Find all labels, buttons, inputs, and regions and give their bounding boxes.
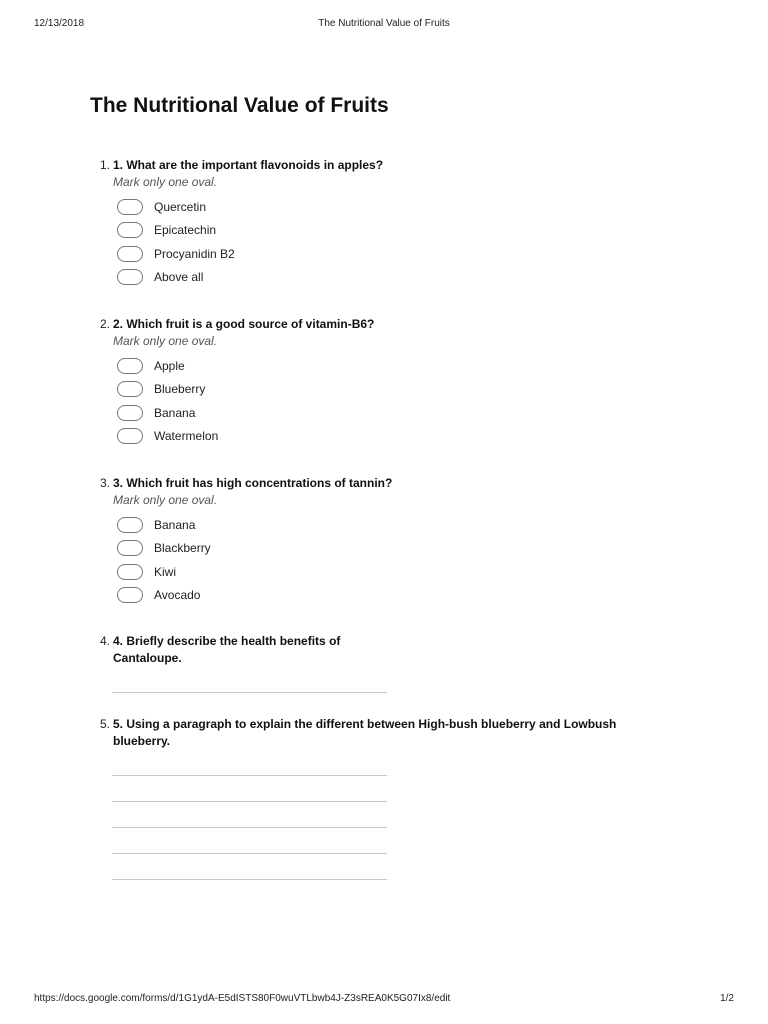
radio-option[interactable] bbox=[117, 537, 660, 561]
radio-oval[interactable] bbox=[117, 428, 143, 444]
radio-option[interactable] bbox=[117, 401, 660, 425]
question-text: 1. What are the important flavonoids in apples? bbox=[113, 158, 384, 172]
radio-option[interactable] bbox=[117, 513, 660, 537]
question-text: 2. Which fruit is a good source of vitamin-B6? bbox=[113, 317, 375, 331]
option-list bbox=[117, 195, 660, 289]
answer-line[interactable] bbox=[112, 879, 387, 880]
question-number: 4. bbox=[100, 634, 111, 648]
print-header-title: The Nutritional Value of Fruits bbox=[318, 18, 450, 29]
radio-oval[interactable] bbox=[117, 517, 143, 533]
radio-oval[interactable] bbox=[117, 358, 143, 374]
option-list bbox=[117, 354, 660, 448]
answer-line[interactable] bbox=[112, 775, 387, 776]
page-number: 1/2 bbox=[720, 993, 734, 1004]
radio-option[interactable] bbox=[117, 354, 660, 378]
option-label: Banana bbox=[154, 517, 196, 532]
option-label: Kiwi bbox=[154, 564, 177, 579]
question-text: 3. Which fruit has high concentrations of tannin? bbox=[113, 476, 393, 490]
radio-option[interactable] bbox=[117, 425, 660, 449]
option-label: Watermelon bbox=[154, 429, 219, 444]
option-label: Epicatechin bbox=[154, 223, 217, 238]
radio-option[interactable] bbox=[117, 219, 660, 243]
question-number: 3. bbox=[100, 476, 111, 490]
radio-option[interactable] bbox=[117, 266, 660, 290]
print-date: 12/13/2018 bbox=[34, 18, 85, 29]
radio-oval[interactable] bbox=[117, 269, 143, 285]
print-footer-url: https://docs.google.com/forms/d/1G1ydA-E5dISTS80F0wuVTLbwb4J-Z3sREA0K5G07Ix8/edit bbox=[34, 993, 451, 1004]
radio-oval[interactable] bbox=[117, 199, 143, 215]
option-label: Apple bbox=[154, 358, 185, 373]
radio-option[interactable] bbox=[117, 584, 660, 608]
radio-option[interactable] bbox=[117, 378, 660, 402]
option-label: Blueberry bbox=[154, 382, 206, 397]
question-3 bbox=[100, 475, 660, 607]
question-text-line-2: blueberry. bbox=[113, 734, 171, 748]
option-list bbox=[117, 513, 660, 607]
question-number: 1. bbox=[100, 158, 111, 172]
question-number: 2. bbox=[100, 317, 111, 331]
question-text-line-1: 4. Briefly describe the health benefits of bbox=[113, 634, 341, 648]
radio-option[interactable] bbox=[117, 242, 660, 266]
radio-option[interactable] bbox=[117, 560, 660, 584]
question-hint: Mark only one oval. bbox=[113, 175, 218, 189]
question-1 bbox=[100, 157, 660, 289]
option-label: Procyanidin B2 bbox=[154, 246, 235, 261]
radio-oval[interactable] bbox=[117, 381, 143, 397]
option-label: Blackberry bbox=[154, 541, 211, 556]
question-4 bbox=[100, 633, 660, 693]
answer-area[interactable] bbox=[112, 775, 660, 880]
answer-line[interactable] bbox=[112, 692, 387, 693]
question-text bbox=[113, 633, 340, 667]
radio-oval[interactable] bbox=[117, 222, 143, 238]
question-hint: Mark only one oval. bbox=[113, 493, 218, 507]
option-label: Quercetin bbox=[154, 199, 207, 214]
question-2 bbox=[100, 316, 660, 448]
answer-line[interactable] bbox=[112, 827, 387, 828]
radio-oval[interactable] bbox=[117, 246, 143, 262]
question-hint: Mark only one oval. bbox=[113, 334, 218, 348]
question-5 bbox=[100, 716, 660, 880]
option-label: Avocado bbox=[154, 588, 201, 603]
radio-oval[interactable] bbox=[117, 587, 143, 603]
question-number: 5. bbox=[100, 717, 111, 731]
form-title: The Nutritional Value of Fruits bbox=[90, 94, 389, 117]
question-text-line-2: Cantaloupe. bbox=[113, 651, 182, 665]
answer-area[interactable] bbox=[112, 692, 660, 693]
radio-oval[interactable] bbox=[117, 564, 143, 580]
radio-option[interactable] bbox=[117, 195, 660, 219]
answer-line[interactable] bbox=[112, 853, 387, 854]
question-text-line-1: 5. Using a paragraph to explain the different between High-bush blueberry and Lowbush bbox=[113, 717, 617, 731]
radio-oval[interactable] bbox=[117, 540, 143, 556]
answer-line[interactable] bbox=[112, 801, 387, 802]
option-label: Above all bbox=[154, 270, 204, 285]
option-label: Banana bbox=[154, 405, 196, 420]
question-text bbox=[113, 716, 616, 750]
radio-oval[interactable] bbox=[117, 405, 143, 421]
